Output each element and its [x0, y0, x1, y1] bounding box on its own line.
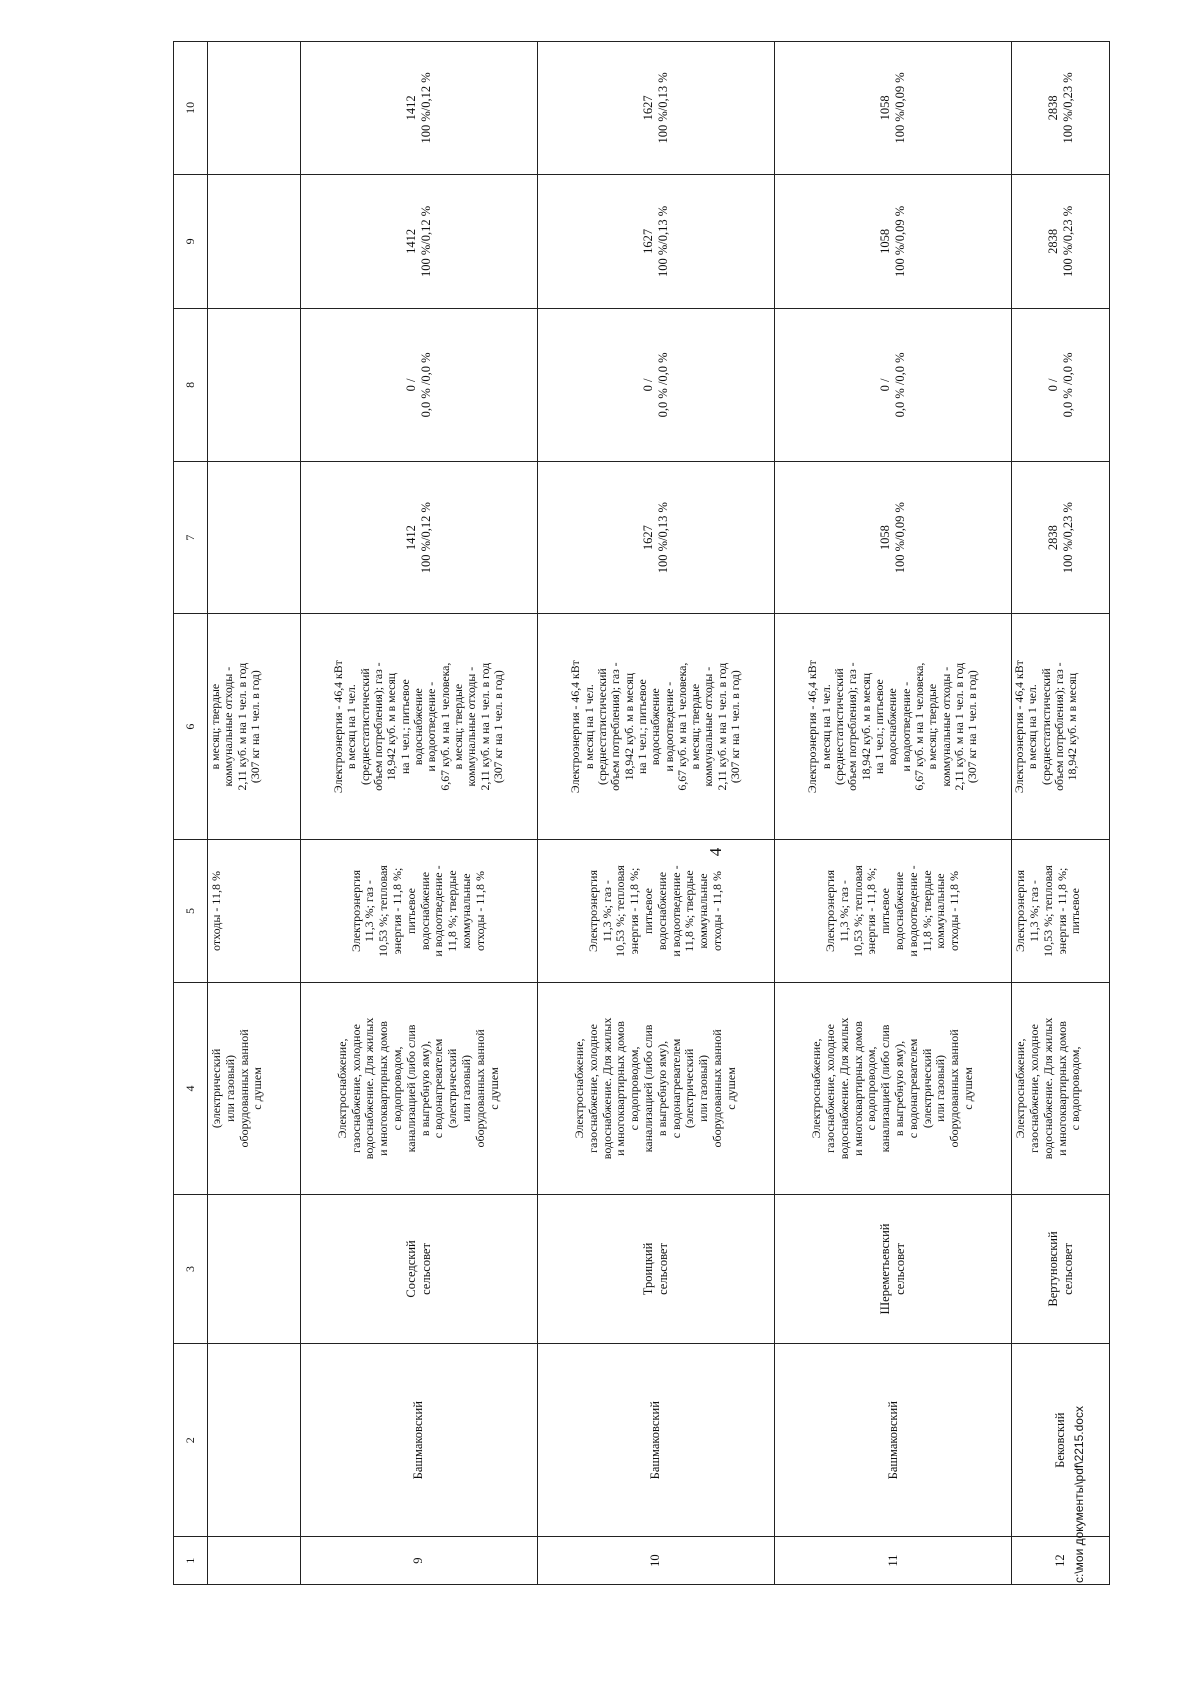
cell-line: 11,3 %; газ - — [1026, 880, 1041, 942]
cell-c8 — [208, 309, 301, 462]
cell-line: 10,53 %; тепловая — [850, 865, 865, 957]
cell-line: и водоотведение - — [661, 681, 676, 772]
cell-line: 1412 — [403, 525, 418, 551]
cell-services — [1012, 983, 1110, 1194]
cell-line: с душем — [486, 1067, 501, 1110]
cell-line: с водопроводом, — [390, 1046, 405, 1131]
cell-line: энергия - 11,8 %; — [627, 867, 642, 955]
cell-line: водоснабжение — [654, 871, 669, 951]
cell-line: канализацией (либо слив — [403, 1024, 418, 1153]
cell-line: Электроэнергия — [585, 869, 600, 953]
cell-line: канализацией (либо слив — [878, 1024, 893, 1153]
cell-line: в месяц; твердые — [925, 683, 940, 770]
rotated-table-container — [173, 41, 1110, 1585]
cell-line: в месяц на 1 чел. — [581, 684, 596, 770]
cell-c10 — [774, 42, 1011, 175]
cell-council — [537, 1194, 774, 1344]
cell-line: сельсовет — [418, 1243, 433, 1295]
cell-line: 2,11 куб. м на 1 чел. в год — [477, 662, 492, 791]
cell-c8 — [1012, 309, 1110, 462]
cell-line: Электроэнергия - 46,4 кВт — [1012, 660, 1027, 794]
cell-line: 11,8 %; твердые — [919, 870, 934, 952]
cell-line: 0 / — [641, 378, 656, 392]
cell-line: и многоквартирных домов — [613, 1021, 628, 1156]
cell-c7 — [537, 461, 774, 614]
cell-line: питьевое — [1068, 888, 1083, 934]
cell-line: Электроэнергия - 46,4 кВт — [331, 660, 346, 794]
cell-line: 2,11 куб. м на 1 чел. в год — [952, 662, 966, 791]
cell-line: 2838 — [1045, 228, 1060, 254]
cell-consumption-norms — [300, 614, 537, 839]
cell-line: 18,942 куб. м в месяц — [621, 672, 636, 781]
cell-line: 1058 — [878, 525, 893, 551]
cell-c7 — [208, 461, 301, 614]
cell-line: в месяц на 1 чел. — [344, 684, 359, 770]
cell-council — [1012, 1194, 1110, 1344]
cell-line: 100 %/0,23 % — [1060, 72, 1075, 144]
cell-line: питьевое — [641, 888, 656, 934]
column-number: 5 — [174, 839, 208, 982]
cell-c9 — [537, 174, 774, 308]
cell-line: или газовый) — [222, 1055, 237, 1122]
cell-line: Электроэнергия — [823, 869, 838, 953]
cell-line: Электроэнергия - 46,4 кВт — [805, 660, 820, 794]
cell-line: питьевое — [403, 888, 418, 934]
cell-c7 — [1012, 461, 1110, 614]
cell-council — [300, 1194, 537, 1344]
cell-c10 — [537, 42, 774, 175]
column-number: 8 — [174, 309, 208, 462]
cell-line: Электроэнергия - 46,4 кВт — [568, 660, 583, 794]
cell-c9 — [774, 174, 1011, 308]
cell-line: (электрический — [682, 1048, 697, 1129]
cell-services — [774, 983, 1011, 1194]
cell-line: 6,67 куб. м на 1 человека, — [437, 662, 452, 791]
cell-line: газоснабжение, холодное — [585, 1024, 600, 1153]
cell-line: с водопроводом, — [864, 1046, 879, 1131]
continuation-row — [208, 42, 301, 1585]
cell-line: канализацией (либо слив — [641, 1024, 656, 1153]
cell-row-number: 12 — [1012, 1537, 1110, 1585]
cell-line: отходы - 11,8 % — [947, 871, 962, 952]
cell-line: газоснабжение, холодное — [348, 1024, 363, 1153]
cell-line: Электроснабжение, — [334, 1038, 349, 1139]
cell-line: коммунальные — [459, 873, 474, 949]
cell-line: 2,11 куб. м на 1 чел. в год — [234, 662, 249, 791]
cell-growth-rates — [537, 839, 774, 982]
cell-district: Башмаковский — [774, 1344, 1011, 1537]
cell-line: 0,0 % /0,0 % — [1060, 352, 1075, 418]
cell-line: и водоотведение - — [431, 865, 446, 957]
cell-line: 1412 — [403, 95, 418, 121]
cell-line: 6,67 куб. м на 1 человека, — [674, 662, 689, 791]
cell-line: 1627 — [641, 525, 656, 551]
cell-council — [208, 1194, 301, 1344]
cell-line: сельсовет — [893, 1243, 908, 1295]
cell-line: 0,0 % /0,0 % — [418, 352, 433, 418]
column-number: 3 — [174, 1194, 208, 1344]
table-row — [774, 42, 1011, 1585]
cell-line: газоснабжение, холодное — [1026, 1024, 1041, 1153]
cell-district: Бековский — [1012, 1344, 1110, 1537]
cell-line: с водопроводом, — [1068, 1046, 1083, 1131]
cell-council — [774, 1194, 1011, 1344]
cell-line: объем потребления); газ - — [608, 662, 623, 791]
cell-c10 — [208, 42, 301, 175]
cell-district — [208, 1344, 301, 1537]
cell-line: и водоотведение - — [898, 681, 913, 772]
cell-line: с душем — [961, 1067, 976, 1110]
table-row — [300, 42, 537, 1585]
cell-line: Электроснабжение, — [572, 1038, 587, 1139]
cell-c9 — [1012, 174, 1110, 308]
cell-line: (307 кг на 1 чел. в год) — [965, 670, 980, 784]
cell-c8 — [537, 309, 774, 462]
cell-c8 — [300, 309, 537, 462]
cell-line: водоснабжение — [892, 871, 907, 951]
cell-line: Электроэнергия — [1013, 869, 1028, 953]
cell-line: водоснабжение — [885, 688, 900, 766]
cell-line: в выгребную яму), — [654, 1040, 669, 1137]
cell-line: объем потребления); газ - — [371, 662, 385, 791]
cell-line: энергия - 11,8 %; — [390, 867, 405, 955]
cell-continuation-c6 — [208, 614, 301, 839]
cell-line: Шереметьевский — [878, 1223, 893, 1315]
cell-line: коммунальные отходы - — [701, 666, 716, 787]
cell-line: с водонагревателем — [431, 1038, 446, 1139]
cell-line: в выгребную яму), — [417, 1040, 432, 1137]
cell-line: Электроснабжение, — [1013, 1038, 1028, 1139]
cell-line: 11,3 %; газ - — [599, 880, 614, 942]
cell-line: 0 / — [878, 378, 893, 392]
cell-line: 2838 — [1045, 95, 1060, 121]
column-number: 1 — [174, 1537, 208, 1585]
cell-growth-rates — [774, 839, 1011, 982]
cell-line: коммунальные — [696, 873, 711, 949]
cell-growth-rates — [300, 839, 537, 982]
cell-line: (среднестатистический — [357, 668, 372, 785]
cell-line: (электрический — [919, 1048, 934, 1129]
cell-line: отходы - 11,8 % — [472, 871, 487, 952]
page-number: 4 — [706, 847, 725, 857]
cell-row-number: 11 — [774, 1537, 1011, 1585]
cell-line: 1058 — [878, 228, 893, 254]
column-number: 4 — [174, 983, 208, 1194]
cell-line: 0,0 % /0,0 % — [893, 352, 908, 418]
cell-line: газоснабжение, холодное — [823, 1024, 838, 1153]
cell-line: водоснабжение — [410, 688, 425, 766]
cell-line: 0,0 % /0,0 % — [655, 352, 670, 418]
cell-line: на 1 чел.; питьевое — [397, 679, 412, 775]
cell-services — [537, 983, 774, 1194]
cell-line: энергия - 11,8 %; — [1054, 867, 1069, 955]
cell-line: с водонагревателем — [668, 1038, 683, 1139]
cell-line: 0 / — [1045, 378, 1060, 392]
cell-line: Соседский — [403, 1240, 418, 1298]
cell-line: водоснабжение. Для жилых — [362, 1017, 377, 1160]
cell-line: Вертуновский — [1045, 1231, 1060, 1307]
cell-line: 1627 — [641, 95, 656, 121]
cell-consumption-norms — [774, 614, 1011, 839]
cell-consumption-norms — [1012, 614, 1110, 839]
cell-row-number: 9 — [300, 1537, 537, 1585]
cell-line: (электрический — [209, 1048, 224, 1129]
cell-c9 — [208, 174, 301, 308]
cell-line: и водоотведение - — [905, 865, 920, 957]
column-number: 9 — [174, 174, 208, 308]
cell-line: отходы - 11,8 % — [710, 871, 725, 952]
cell-line: коммунальные отходы - — [464, 666, 479, 787]
cell-line: с душем — [723, 1067, 738, 1110]
column-number: 10 — [174, 42, 208, 175]
cell-line: или газовый) — [459, 1055, 474, 1122]
cell-line: 100 %/0,13 % — [655, 72, 670, 144]
cell-line: 100 %/0,23 % — [1060, 502, 1075, 574]
cell-line: 11,8 %; твердые — [682, 870, 697, 952]
cell-line: 100 %/0,12 % — [418, 205, 433, 277]
cell-line: сельсовет — [1060, 1243, 1075, 1295]
cell-line: на 1 чел.; питьевое — [634, 679, 649, 775]
cell-line: 100 %/0,09 % — [893, 72, 908, 144]
cell-line: или газовый) — [696, 1055, 711, 1122]
cell-line: в месяц на 1 чел. — [1025, 684, 1040, 770]
cell-line: 2,11 куб. м на 1 чел. в год — [714, 662, 729, 791]
cell-line: коммунальные отходы - — [221, 666, 236, 787]
cell-line: объем потребления); газ - — [845, 662, 860, 791]
cell-line: (307 кг на 1 чел. в год) — [728, 670, 743, 784]
cell-line: 100 %/0,12 % — [418, 502, 433, 574]
cell-line: 2838 — [1045, 525, 1060, 551]
cell-line: в месяц на 1 чел. — [818, 684, 833, 770]
cell-line: оборудованных ванной — [947, 1029, 962, 1148]
cell-line: водоснабжение. Для жилых — [599, 1017, 614, 1160]
column-number-row — [174, 42, 208, 1585]
cell-line: оборудованных ванной — [236, 1029, 251, 1148]
column-number: 2 — [174, 1344, 208, 1537]
cell-line: 100 %/0,23 % — [1060, 205, 1075, 277]
cell-continuation-c5 — [208, 839, 301, 982]
cell-line: и многоквартирных домов — [850, 1021, 865, 1156]
cell-line: коммунальные отходы - — [938, 666, 953, 787]
cell-line: 10,53 %; тепловая — [613, 865, 628, 957]
cell-line: (307 кг на 1 чел. в год) — [490, 670, 505, 784]
cell-c7 — [300, 461, 537, 614]
cell-line: (среднестатистический — [832, 668, 847, 785]
cell-c7 — [774, 461, 1011, 614]
column-number: 6 — [174, 614, 208, 839]
cell-line: объем потребления); газ - — [1052, 662, 1067, 791]
cell-line: 18,942 куб. м в месяц — [1065, 672, 1080, 781]
cell-line: Троицкий — [641, 1242, 656, 1296]
cell-line: оборудованных ванной — [710, 1029, 725, 1148]
cell-line: с водопроводом, — [627, 1046, 642, 1131]
table-row — [1012, 42, 1110, 1585]
cell-line: и многоквартирных домов — [376, 1021, 391, 1156]
cell-district: Башмаковский — [300, 1344, 537, 1537]
cell-line: (среднестатистический — [1038, 668, 1053, 785]
cell-row-number: 10 — [537, 1537, 774, 1585]
cell-line: 18,942 куб. м в месяц — [858, 672, 873, 781]
cell-line: 11,8 %; твердые — [445, 870, 460, 952]
cell-services — [300, 983, 537, 1194]
cell-line: 18,942 куб. м в месяц — [384, 672, 399, 781]
cell-line: 10,53 %; тепловая — [376, 865, 391, 957]
cell-line: 6,67 куб. м на 1 человека, — [912, 662, 927, 791]
cell-line: в выгребную яму), — [892, 1040, 907, 1137]
footer-file-path: c:\мои документы\pdf\2215.docx — [1072, 1406, 1086, 1583]
column-number: 7 — [174, 461, 208, 614]
cell-line: 1627 — [641, 228, 656, 254]
cell-line: 100 %/0,13 % — [655, 205, 670, 277]
cell-line: энергия - 11,8 %; — [864, 867, 879, 955]
cell-consumption-norms — [537, 614, 774, 839]
cell-line: 100 %/0,09 % — [893, 502, 908, 574]
cell-line: оборудованных ванной — [472, 1029, 487, 1148]
cell-line: водоснабжение. Для жилых — [1040, 1017, 1055, 1160]
cell-line: 11,3 %; газ - — [362, 880, 377, 942]
cell-line: водоснабжение. Для жилых — [836, 1017, 851, 1160]
cell-line: водоснабжение — [417, 871, 432, 951]
cell-growth-rates — [1012, 839, 1110, 982]
cell-c10 — [1012, 42, 1110, 175]
table-row — [537, 42, 774, 1585]
cell-line: с душем — [250, 1067, 265, 1110]
cell-line: 11,3 %; газ - — [836, 880, 851, 942]
cell-line: Электроэнергия — [348, 869, 363, 953]
cell-c8 — [774, 309, 1011, 462]
cell-line: 10,53 %; тепловая — [1040, 865, 1055, 957]
cell-c9 — [300, 174, 537, 308]
cell-line: 100 %/0,09 % — [893, 205, 908, 277]
cell-line: 100 %/0,12 % — [418, 72, 433, 144]
cell-line: в месяц; твердые — [450, 683, 465, 770]
cell-line: или газовый) — [933, 1055, 948, 1122]
cell-line: питьевое — [878, 888, 893, 934]
cell-line: коммунальные — [933, 873, 948, 949]
cell-line: 1412 — [403, 228, 418, 254]
cell-c10 — [300, 42, 537, 175]
cell-line: и водоотведение - — [668, 865, 683, 957]
cell-continuation-c4 — [208, 983, 301, 1194]
cell-line: сельсовет — [655, 1243, 670, 1295]
cell-line: (307 кг на 1 чел. в год) — [248, 670, 263, 784]
cell-line: отходы - 11,8 % — [209, 871, 224, 952]
cell-line: 1058 — [878, 95, 893, 121]
cell-line: с водонагревателем — [905, 1038, 920, 1139]
cell-line: 100 %/0,13 % — [655, 502, 670, 574]
cell-line: (среднестатистический — [594, 668, 609, 785]
cell-line: и многоквартирных домов — [1054, 1021, 1069, 1156]
cell-line: на 1 чел.; питьевое — [872, 679, 887, 775]
cell-line: водоснабжение — [648, 688, 663, 766]
tariff-table — [173, 41, 1110, 1585]
cell-line: в месяц; твердые — [208, 683, 223, 770]
cell-line: и водоотведение - — [424, 681, 439, 772]
cell-line: Электроснабжение, — [809, 1038, 824, 1139]
cell-line: 0 / — [403, 378, 418, 392]
cell-line: (электрический — [445, 1048, 460, 1129]
cell-line: в месяц; твердые — [688, 683, 703, 770]
cell-num — [208, 1537, 301, 1585]
cell-district: Башмаковский — [537, 1344, 774, 1537]
